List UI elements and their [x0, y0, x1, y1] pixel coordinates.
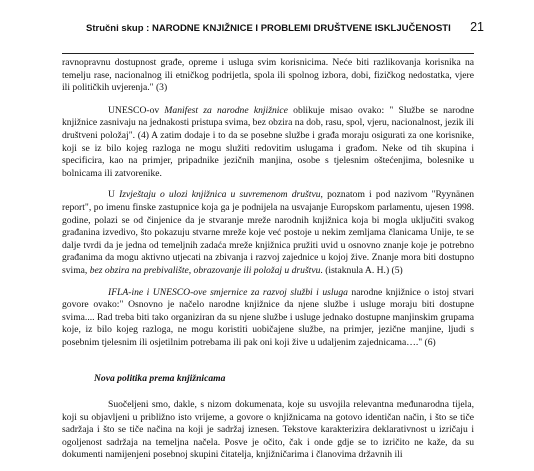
paragraph-2-text: UNESCO-ov	[108, 104, 165, 116]
document-body	[62, 57, 474, 471]
paragraph-4	[62, 287, 474, 350]
paragraph-4-text: narodne knjižnice o istoj stvari govore ovako:" Osnovno je načelo narodne knjižnice da njene službe i usluge moraju biti dostupne svima.... Rad treba biti tako organiziran da su njene službe i usluge jednako dostupne manjinskim grupama koje, iz bilo kojeg razloga, ne mogu koristiti uobičajene službe, na primjer, jezične manjine, ljudi s posebnim tjelesnim ili osjetilnim potrebama ili pak oni koji žive u udaljenim zajednicama…." (6)	[62, 286, 474, 348]
emphasized-phrase: bez obzira na prebivalište, obrazovanje ili položaj u društvu	[89, 264, 321, 276]
page-number: 21	[470, 20, 484, 34]
paragraph-3-text-end: . (istaknula A. H.) (5)	[320, 264, 403, 276]
paragraph-3	[62, 189, 474, 277]
paragraph-3-text: U	[108, 189, 120, 201]
paragraph-3-text-cont: , poznatom i pod nazivom "Ryynänen report", po imenu finske zastupnice koja ga je podnijela na usvajanje Europskom parlamentu, ujesen 1998. godine, polazi se od činjenice da je stvaranje mreže narodnih knjižnica koja bi mogla uključiti svakog građanina izvedivo, što pokazuju stvarne mreže koje već postoje u nekim zemljama članicama Unije, te se dalje tvrdi da je jedna od temeljnih zadaća mreže knjižnica pružiti uvid u osnovno znanje koje je potrebno građanima da mogu aktivno utjecati na zbivanja i razvoj zajednice u kojoj žive. Znanje mora biti dostupno svima,	[62, 189, 475, 276]
paragraph-1: ravnopravnu dostupnost građe, opreme i usluga svim korisnicima. Neće biti razlikovanja korisnika na temelju rase, nacionalnog ili etničkog podrijetla, spola ili spolnog izbora, dobi, fizičkog nedostatka, vjere ili političkih uvjerenja." (3)	[62, 57, 474, 94]
guidelines-title: IFLA-ine i UNESCO-ove smjernice za razvoj službi i usluga	[108, 286, 348, 298]
report-title: Izvještaju o ulozi knjižnica u suvremenom društvu	[119, 189, 321, 201]
section-heading: Nova politika prema knjižnicama	[94, 373, 226, 385]
manifest-title: Manifest za narodne knjižnice	[164, 104, 288, 116]
paragraph-2	[62, 105, 474, 181]
running-header	[86, 20, 484, 34]
paragraph-2-text-cont: oblikuje misao ovako: " Službe se narodne knjižnice zasnivaju na jednakosti pristupa svima, bez obzira na dob, rasu, spol, vjeru, nacionalnost, jezik ili društveni položaj". (4) A zatim dodaje i to da se posebne službe i građa moraju osigurati za one korisnike, koji se iz bilo kojeg razloga ne mogu služiti redovitim uslugama i građom. Neke od tih skupina i specificira, kao na primjer, pripadnike jezičnih manjina, osobe s tjelesnim oštećenjima, bolesnike u bolnicama ili zatvorenike.	[62, 104, 474, 179]
header-title: Stručni skup : NARODNE KNJIŽNICE I PROBLEMI DRUŠTVENE ISKLJUČENOSTI	[86, 23, 451, 34]
header-rule	[62, 53, 474, 54]
paragraph-5: Suočeljeni smo, dakle, s nizom dokumenata, koje su usvojila relevantna međunarodna tijela, koji su objavljeni u približno isto vrijeme, a govore o knjižnicama na gotovo identičan način, i što se tiče sadržaja i što se tiče načina na koji je sadržaj iznesen. Tekstove karakterizira deklarativnost u izričaju i ogoljenost sadržaja na temeljna načela. Posve je očito, čak i onde gdje se to izričito ne kaže, da su dokumenti namijenjeni posebnoj skupini čitatelja, knjižničarima i članovima državnih ili	[62, 399, 474, 461]
